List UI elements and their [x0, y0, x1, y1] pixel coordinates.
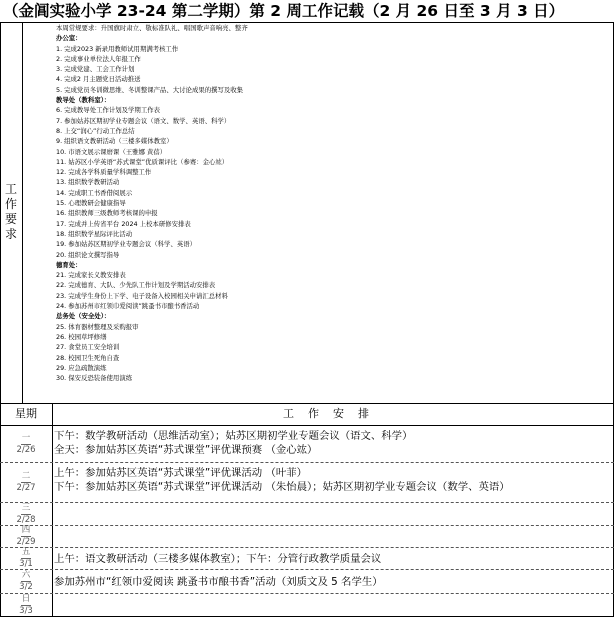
requirement-item: 17. 完成并上传省平台 2024 上校本研修安排表: [56, 219, 191, 228]
work-cell-wed: [54, 503, 610, 525]
requirement-item: 3. 完成党建、工会工作计划: [56, 65, 135, 74]
requirement-item: 30. 保安反恐装备使用演练: [56, 374, 133, 383]
day-cell-thu: [0, 526, 52, 547]
requirements-label: [0, 22, 22, 402]
day-name: 四: [21, 525, 31, 535]
day-column-divider: [52, 403, 53, 617]
requirement-item: 14. 完成职工书香借阅展示: [56, 188, 133, 197]
requirement-item: 10. 市语文展示课磨课（王雅娜 黄蓓）: [56, 147, 167, 156]
requirement-item: 13. 组织数学教研活动: [56, 178, 120, 187]
requirement-item: 20. 组织论文撰写指导: [56, 250, 120, 259]
day-name: 五: [21, 547, 31, 557]
requirements-label-char: 工: [4, 182, 17, 196]
day-cell-sun: [0, 594, 52, 616]
day-name: 一: [21, 432, 31, 443]
requirement-section-heading: 德育处：: [56, 260, 82, 269]
requirement-section-heading: 教导处（教科室）：: [56, 96, 111, 105]
work-cell-mon: [54, 427, 610, 464]
requirement-item: 19. 参加姑苏区期初学业专题会议（科学、英语）: [56, 240, 197, 249]
requirement-item: 22. 完成德育、大队、少先队工作计划及学期活动安排表: [56, 281, 216, 290]
requirement-item: 4. 完成2 月主题党日活动推送: [56, 75, 141, 84]
requirement-item: 23. 完成学生身份上下学、电子设备入校园相关申请汇总材料: [56, 291, 228, 300]
work-cell-fri: [54, 548, 610, 569]
requirement-section-heading: 总务处（安全处）：: [56, 312, 111, 321]
requirements-list: [56, 23, 612, 401]
day-date: 2/27: [16, 483, 36, 493]
requirement-item: 6. 完成教导处工作计划及学期工作表: [56, 106, 160, 115]
requirement-item: 25. 体育器材整理及采购报审: [56, 322, 139, 331]
label-column-divider: [22, 22, 23, 403]
day-name: 六: [21, 570, 31, 580]
requirement-item: 8. 上交“润心”行动工作总结: [56, 126, 135, 135]
requirement-item: 18. 组织数学星际评比活动: [56, 229, 133, 238]
day-date: 3/1: [19, 559, 33, 569]
work-line: 上午：参加姑苏区英语“苏式课堂”评优课活动 （叶菲）: [54, 467, 308, 479]
work-line: 下午：数学教研活动（思维活动室）；姑苏区期初学业专题会议（语文、科学）: [54, 430, 413, 442]
day-date: 2/26: [16, 444, 36, 455]
page-title: （金阊实验小学 23-24 第二学期）第 2 周工作记载（2 月 26 日至 3 月 3 日）: [3, 2, 565, 20]
day-column-header: 星期: [15, 407, 37, 420]
header-bottom-line: [0, 425, 614, 426]
requirement-item: 15. 心理教研会健康指导: [56, 199, 126, 208]
work-cell-sat: [54, 570, 610, 593]
day-cell-wed: [0, 503, 52, 525]
day-cell-tue: [0, 463, 52, 502]
requirement-item: 2. 完成事业单位法人年报工作: [56, 54, 141, 63]
day-date: 2/28: [16, 514, 36, 525]
work-line: 下午：参加姑苏区英语“苏式课堂”评优课活动 （朱怡晨）；姑苏区期初学业专题会议（数学、英语）: [54, 481, 510, 493]
work-line: 上午：语文教研活动（三楼多媒体教室）；下午：分管行政教学质量会议: [54, 552, 382, 565]
requirement-section-heading: 办公室：: [56, 34, 82, 43]
day-date: 3/2: [19, 582, 33, 592]
work-line: 全天：参加姑苏区英语“苏式课堂”评优课预赛 （金心竑）: [54, 444, 318, 456]
requirement-item: 24. 参加苏州市红领巾爱阅读”跳蚤书市酿书香活动: [56, 302, 200, 311]
work-line: 参加苏州市“红领巾爱阅读 跳蚤书市酿书香”活动（刘质文及 5 名学生）: [54, 575, 383, 588]
requirement-item: 12. 完成各学科质量学科调整工作: [56, 168, 152, 177]
requirement-item: 7. 参加姑苏区期初学业专题会议（语文、数学、英语、科学）: [56, 116, 231, 125]
day-name: 二: [21, 471, 31, 481]
day-cell-mon: [0, 426, 52, 462]
requirement-item: 28. 校园卫生死角自查: [56, 353, 120, 362]
day-cell-sat: [0, 570, 52, 593]
requirement-item: 9. 组织语文教研活动（三楼多媒体教室）: [56, 137, 173, 146]
work-cell-thu: [54, 526, 610, 547]
requirement-item: 21. 完成家长义教安排表: [56, 271, 126, 280]
day-cell-fri: [0, 548, 52, 569]
requirements-label-char: 求: [4, 227, 17, 241]
day-name: 日: [21, 593, 31, 604]
work-cell-sun: [54, 594, 610, 616]
work-cell-tue: [54, 465, 610, 502]
requirement-item: 11. 姑苏区小学英语“苏式课堂”优质课评比（参赛：金心竑）: [56, 157, 229, 166]
day-date: 3/3: [19, 605, 33, 616]
requirement-item: 1. 完成2023 新录用教师试用期满考核工作: [56, 44, 179, 53]
requirements-label-char: 作: [4, 197, 17, 211]
requirement-item: 26. 校园草坪修缮: [56, 332, 107, 341]
requirement-item: 本周常规要求：升国旗时肃立、敬标准队礼、唱国歌声音响亮、整齐: [56, 24, 248, 32]
requirement-item: 16. 组织教师三级教师考核课的申报: [56, 209, 158, 218]
work-column-header: 工作安排: [283, 407, 383, 420]
day-date: 2/29: [16, 537, 36, 547]
requirements-label-char: 要: [4, 212, 17, 226]
requirement-item: 5. 完成党员冬训微思维、冬训整课产品、大讨论成果的撰写及收集: [56, 85, 244, 94]
requirement-item: 29. 应急疏散演练: [56, 363, 107, 372]
day-name: 三: [21, 502, 31, 513]
work-record-table: [0, 22, 614, 617]
requirement-item: 27. 食堂员工安全培训: [56, 343, 120, 352]
